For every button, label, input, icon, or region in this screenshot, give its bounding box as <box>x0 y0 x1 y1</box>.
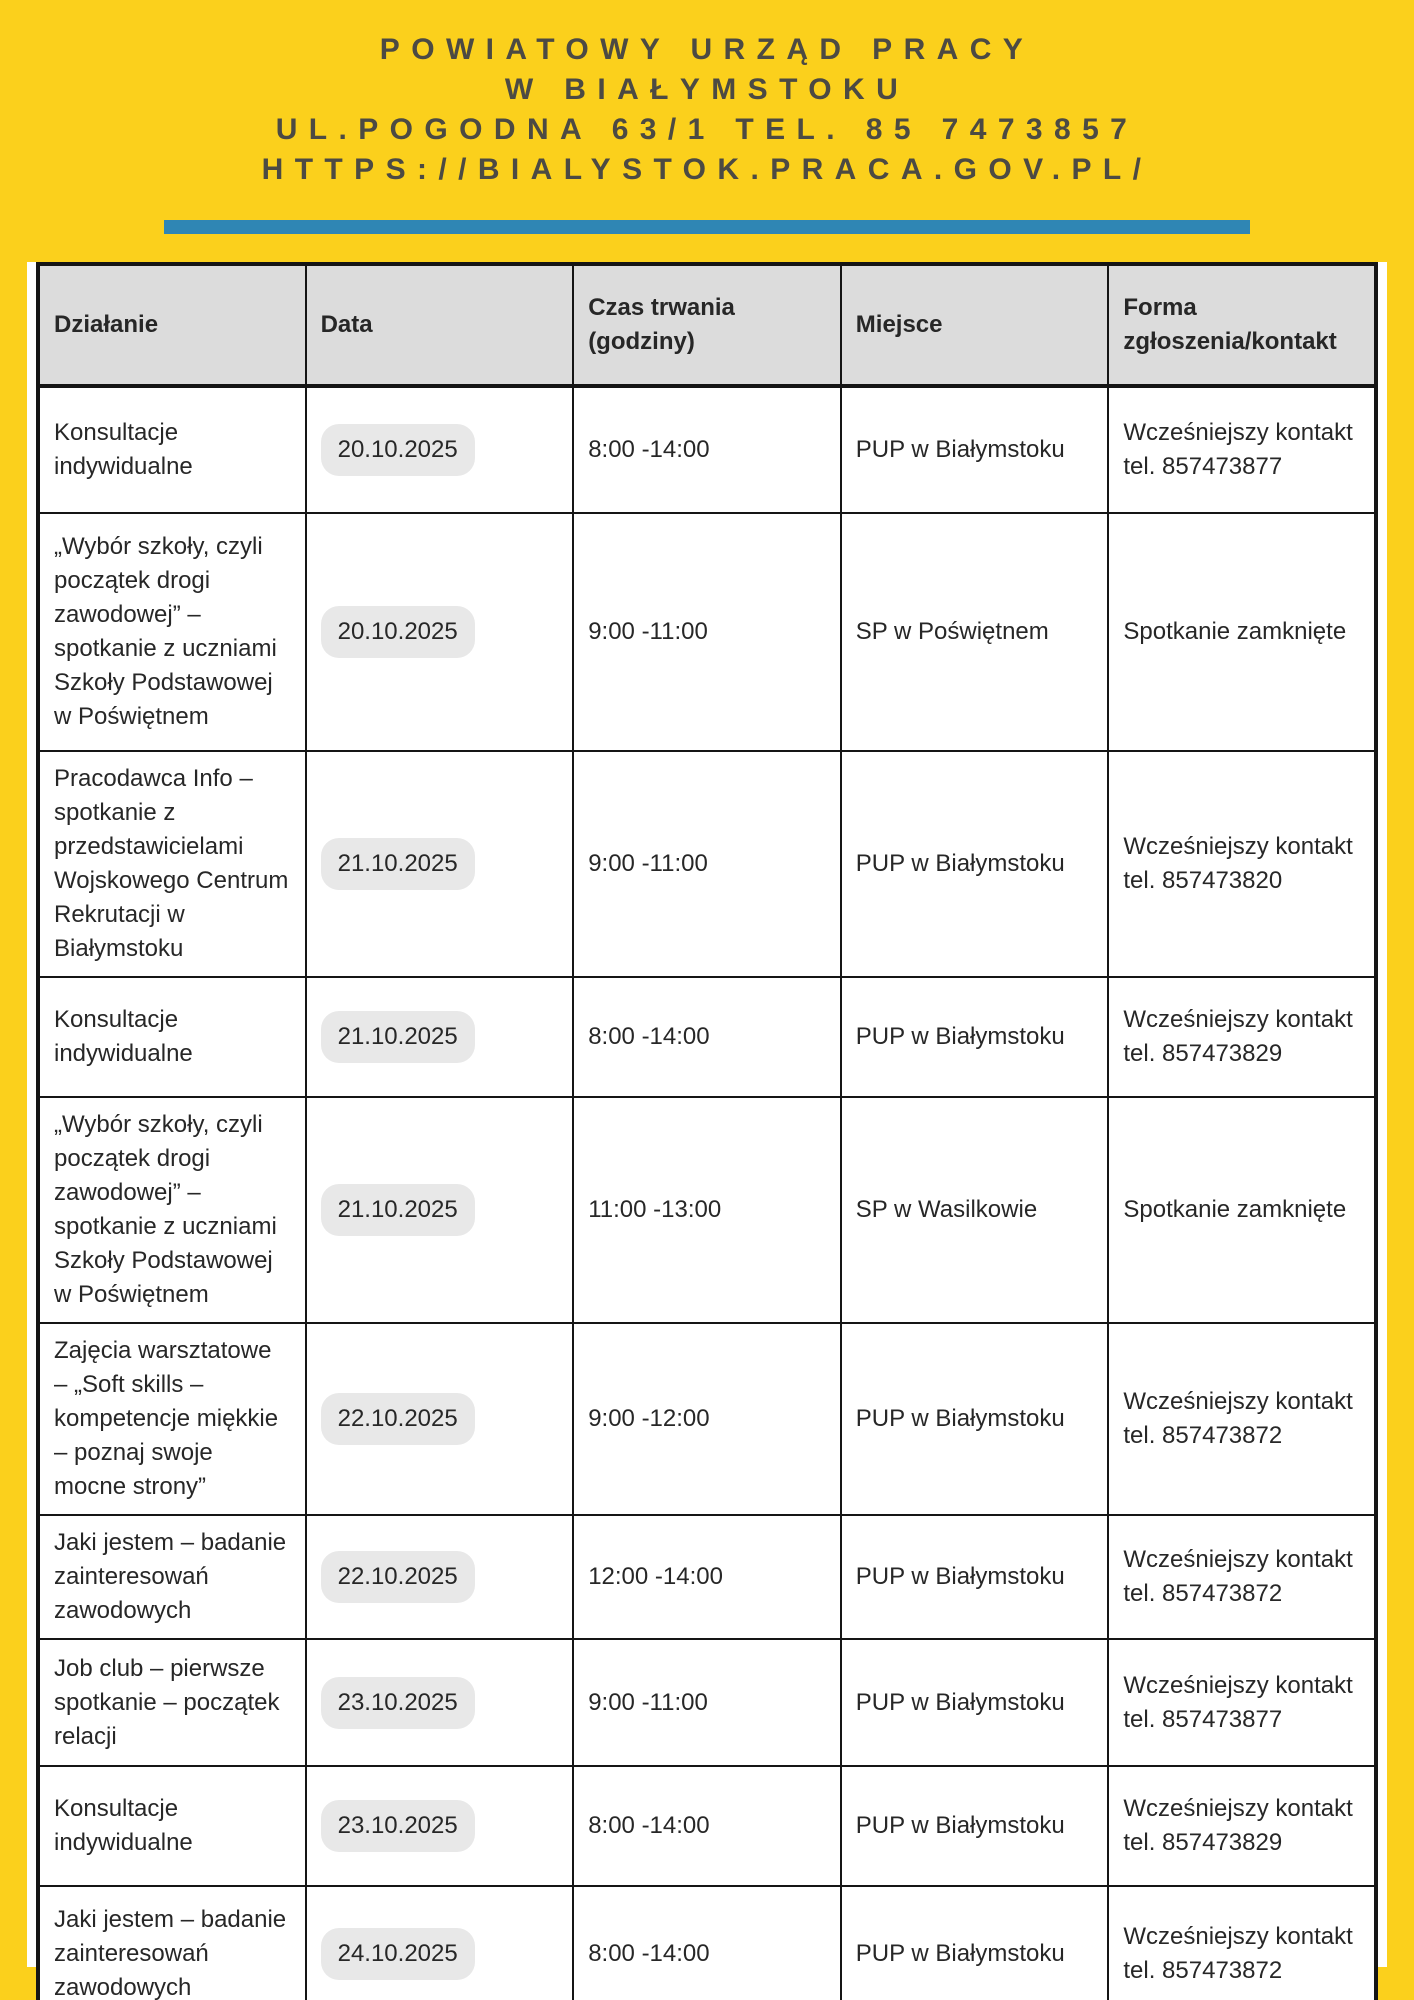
event-date-cell <box>306 1323 574 1515</box>
event-date-cell <box>306 751 574 977</box>
event-date-cell <box>306 513 574 751</box>
event-name-cell: „Wybór szkoły, czyli początek drogi zawodowej” – spotkanie z uczniami Szkoły Podstawowej w Poświętnem <box>38 1097 306 1323</box>
date-pill: 21.10.2025 <box>321 1184 475 1236</box>
event-place-cell: SP w Wasilkowie <box>841 1097 1109 1323</box>
event-date-cell <box>306 977 574 1097</box>
event-time-cell: 8:00 -14:00 <box>573 386 841 513</box>
event-date-cell <box>306 1639 574 1766</box>
table-row <box>38 1766 1376 1886</box>
event-place-cell: PUP w Białymstoku <box>841 1515 1109 1639</box>
event-place-cell: PUP w Białymstoku <box>841 1323 1109 1515</box>
event-place-cell: PUP w Białymstoku <box>841 1766 1109 1886</box>
event-contact-cell: Wcześniejszy kontakt tel. 857473820 <box>1108 751 1376 977</box>
table-row <box>38 513 1376 751</box>
col-header-duration: Czas trwania (godziny) <box>573 264 841 386</box>
event-place-cell: PUP w Białymstoku <box>841 977 1109 1097</box>
table-row <box>38 1323 1376 1515</box>
header-row <box>38 264 1376 386</box>
event-name-cell: Konsultacje indywidualne <box>38 386 306 513</box>
org-name-line2: W BIAŁYMSTOKU <box>504 73 910 106</box>
event-place-cell: PUP w Białymstoku <box>841 1886 1109 2000</box>
col-header-action: Działanie <box>38 264 306 386</box>
event-name-cell: Konsultacje indywidualne <box>38 1766 306 1886</box>
org-name-line1: POWIATOWY URZĄD PRACY <box>379 33 1035 66</box>
event-date-cell <box>306 1097 574 1323</box>
event-time-cell: 9:00 -11:00 <box>573 513 841 751</box>
org-website: HTTPS://BIALYSTOK.PRACA.GOV.PL/ <box>261 153 1153 186</box>
event-name-cell: Jaki jestem – badanie zainteresowań zawodowych <box>38 1886 306 2000</box>
table-row <box>38 386 1376 513</box>
event-contact-cell: Wcześniejszy kontakt tel. 857473829 <box>1108 1766 1376 1886</box>
event-name-cell: Zajęcia warsztatowe – „Soft skills – kompetencje miękkie – poznaj swoje mocne strony” <box>38 1323 306 1515</box>
event-place-cell: PUP w Białymstoku <box>841 386 1109 513</box>
date-pill: 22.10.2025 <box>321 1393 475 1445</box>
event-place-cell: PUP w Białymstoku <box>841 1639 1109 1766</box>
col-header-date: Data <box>306 264 574 386</box>
event-date-cell <box>306 1886 574 2000</box>
event-time-cell: 8:00 -14:00 <box>573 1886 841 2000</box>
event-contact-cell: Spotkanie zamknięte <box>1108 513 1376 751</box>
event-date-cell <box>306 1515 574 1639</box>
event-contact-cell: Wcześniejszy kontakt tel. 857473829 <box>1108 977 1376 1097</box>
event-time-cell: 9:00 -11:00 <box>573 1639 841 1766</box>
event-time-cell: 12:00 -14:00 <box>573 1515 841 1639</box>
event-time-cell: 9:00 -12:00 <box>573 1323 841 1515</box>
table-row <box>38 977 1376 1097</box>
date-pill: 21.10.2025 <box>321 1011 475 1063</box>
table-row <box>38 1639 1376 1766</box>
org-address-phone: UL.POGODNA 63/1 TEL. 85 7473857 <box>275 113 1139 146</box>
event-place-cell: SP w Poświętnem <box>841 513 1109 751</box>
event-name-cell: Konsultacje indywidualne <box>38 977 306 1097</box>
date-pill: 23.10.2025 <box>321 1677 475 1729</box>
document-header <box>0 0 1414 234</box>
event-date-cell <box>306 386 574 513</box>
col-header-place: Miejsce <box>841 264 1109 386</box>
table-row <box>38 751 1376 977</box>
table-row <box>38 1886 1376 2000</box>
event-contact-cell: Wcześniejszy kontakt tel. 857473877 <box>1108 386 1376 513</box>
date-pill: 20.10.2025 <box>321 606 475 658</box>
table-row <box>38 1097 1376 1323</box>
event-contact-cell: Wcześniejszy kontakt tel. 857473872 <box>1108 1515 1376 1639</box>
event-time-cell: 11:00 -13:00 <box>573 1097 841 1323</box>
table-row <box>38 1515 1376 1639</box>
date-pill: 22.10.2025 <box>321 1551 475 1603</box>
event-name-cell: Job club – pierwsze spotkanie – początek relacji <box>38 1639 306 1766</box>
date-pill: 20.10.2025 <box>321 424 475 476</box>
event-time-cell: 8:00 -14:00 <box>573 1766 841 1886</box>
event-time-cell: 8:00 -14:00 <box>573 977 841 1097</box>
event-contact-cell: Spotkanie zamknięte <box>1108 1097 1376 1323</box>
date-pill: 23.10.2025 <box>321 1800 475 1852</box>
events-table <box>36 262 1378 2000</box>
divider-bar <box>164 220 1250 234</box>
event-contact-cell: Wcześniejszy kontakt tel. 857473877 <box>1108 1639 1376 1766</box>
event-contact-cell: Wcześniejszy kontakt tel. 857473872 <box>1108 1323 1376 1515</box>
event-place-cell: PUP w Białymstoku <box>841 751 1109 977</box>
col-header-contact: Forma zgłoszenia/kontakt <box>1108 264 1376 386</box>
event-name-cell: Jaki jestem – badanie zainteresowań zawodowych <box>38 1515 306 1639</box>
event-name-cell: „Wybór szkoły, czyli początek drogi zawodowej” – spotkanie z uczniami Szkoły Podstawowej w Poświętnem <box>38 513 306 751</box>
date-pill: 21.10.2025 <box>321 838 475 890</box>
event-time-cell: 9:00 -11:00 <box>573 751 841 977</box>
event-contact-cell: Wcześniejszy kontakt tel. 857473872 <box>1108 1886 1376 2000</box>
content-panel <box>27 262 1387 2000</box>
event-date-cell <box>306 1766 574 1886</box>
event-name-cell: Pracodawca Info – spotkanie z przedstawicielami Wojskowego Centrum Rekrutacji w Białymstoku <box>38 751 306 977</box>
date-pill: 24.10.2025 <box>321 1928 475 1980</box>
